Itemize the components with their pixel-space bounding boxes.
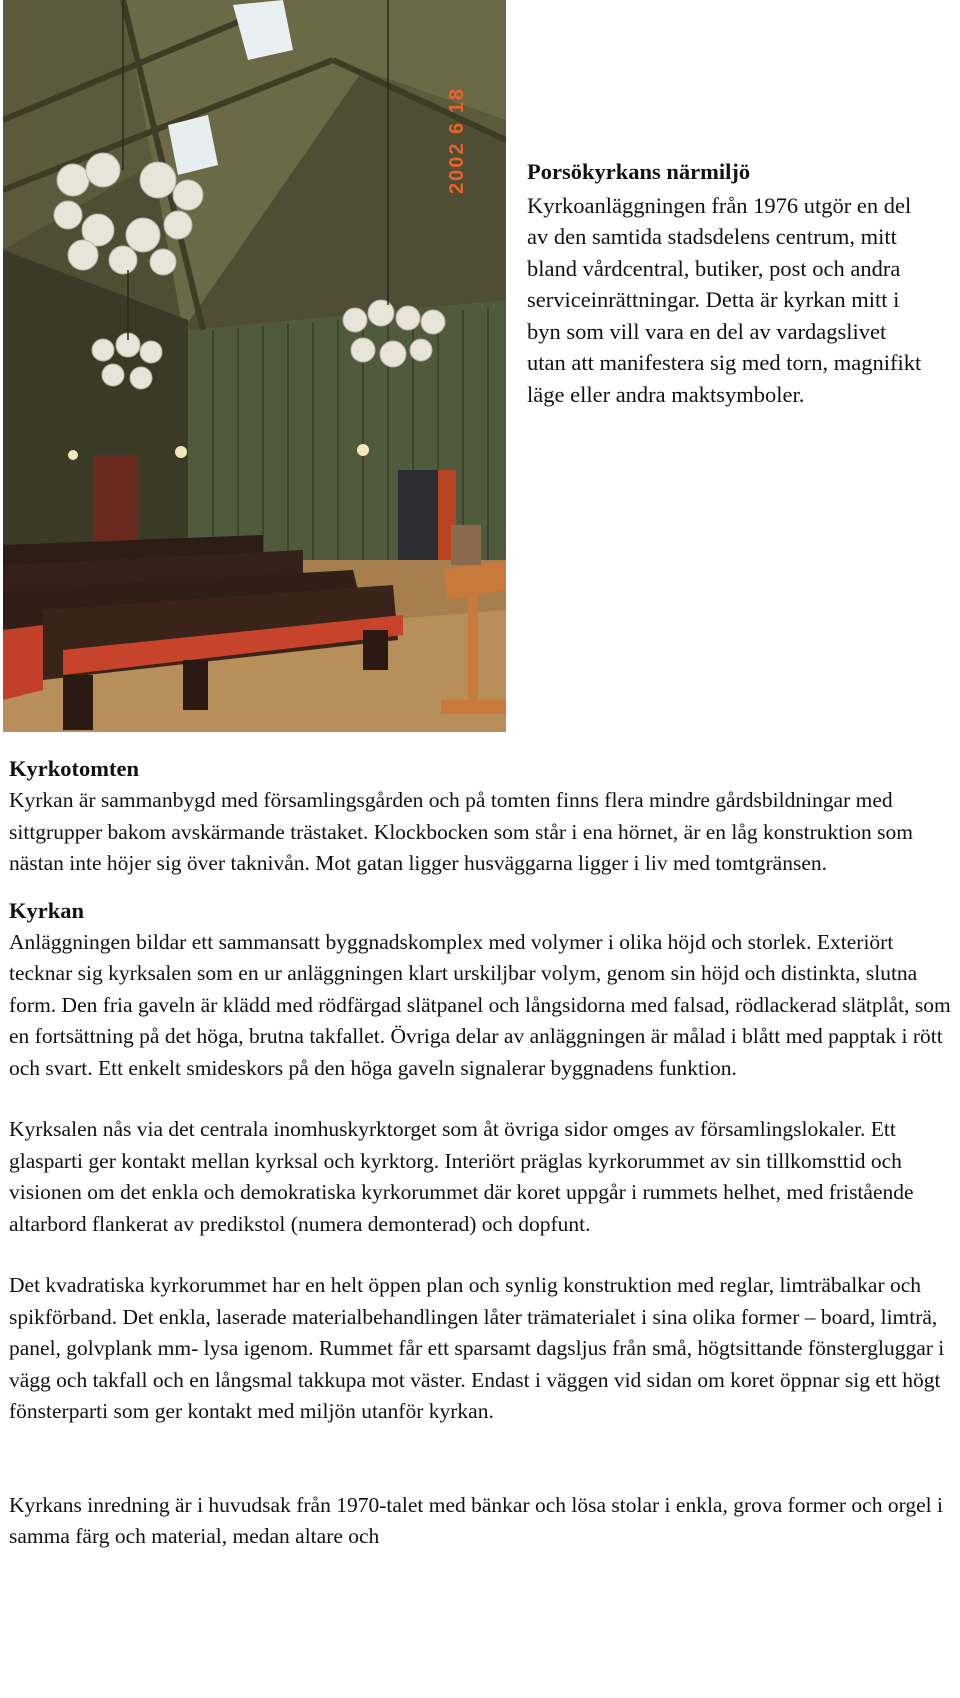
kyrkan-paragraph-1: Anläggningen bildar ett sammansatt byggnadskomplex med volymer i olika höjd och storlek. Exteriört tecknar sig kyrksalen som en ur anläggningen klart urskiljbar volym, genom sin höjd och distinkta, slutna form. Den fria gaveln är klädd med rödfärgad slätpanel och långsidorna med falsad, rödlackerad slätplåt, som en fortsättning på det höga, brutna takfallet. Övriga delar av anläggningen är målad i blått med papptak i rött och svart. Ett enkelt smideskors på den höga gaveln signalerar byggnadens funktion. <box>9 929 951 1080</box>
kyrkan-paragraph-4: Kyrkans inredning är i huvudsak från 1970-talet med bänkar och lösa stolar i enkla, grova former och orgel i samma färg och material, medan altare och <box>9 1492 943 1548</box>
document-body <box>9 752 959 1553</box>
intro-block <box>527 156 927 410</box>
section-heading-kyrkan: Kyrkan <box>9 897 85 923</box>
date-stamp <box>441 52 471 202</box>
intro-paragraph: Kyrkoanläggningen från 1976 utgör en del av den samtida stadsdelens centrum, mitt bland vårdcentral, butiker, post och andra serviceinrättningar. Detta är kyrkan mitt i byn som vill vara en del av vardagslivet utan att manifestera sig med torn, magnifikt läge eller andra maktsymboler. <box>527 192 922 407</box>
kyrkan-paragraph-3: Det kvadratiska kyrkorummet har en helt öppen plan och synlig konstruktion med reglar, limträbalkar och spikförband. Det enkla, laserade materialbehandlingen låter trämaterialet i sina olika former – board, limträ, panel, golvplank mm- lysa igenom. Rummet får ett sparsamt dagsljus från små, högtsittande fönstergluggar i vägg och takfall och en långsmal takkupa mot väster. Endast i väggen vid sidan om koret öppnar sig ett högt fönsterparti som ger kontakt med miljön utanför kyrkan. <box>9 1273 945 1423</box>
section-heading-kyrkotomten: Kyrkotomten <box>9 756 139 781</box>
kyrkotomten-paragraph: Kyrkan är sammanbygd med församlingsgården och på tomten finns flera mindre gårdsbildningar med sittgrupper bakom avskärmande trästaket. Klockbocken som står i ena hörnet, är en låg konstruktion som nästan inte höjer sig över taknivån. Mot gatan ligger husväggarna ligger i liv med tomtgränsen. <box>9 788 913 875</box>
kyrkan-paragraph-2: Kyrksalen nås via det centrala inomhuskyrktorget som åt övriga sidor omges av församlingslokaler. Ett glasparti ger kontakt mellan kyrksal och kyrktorg. Interiört präglas kyrkorummet av sin tillkomsttid och visionen om det enkla och demokratiska kyrkorummet där koret uppgår i rummets helhet, med fristående altarbord flankerat av predikstol (numera demonterad) och dopfunt. <box>9 1117 914 1236</box>
date-stamp-text: 2002 6 18 <box>446 87 468 194</box>
intro-heading: Porsökyrkans närmiljö <box>527 159 751 184</box>
church-interior-photo <box>3 0 506 732</box>
